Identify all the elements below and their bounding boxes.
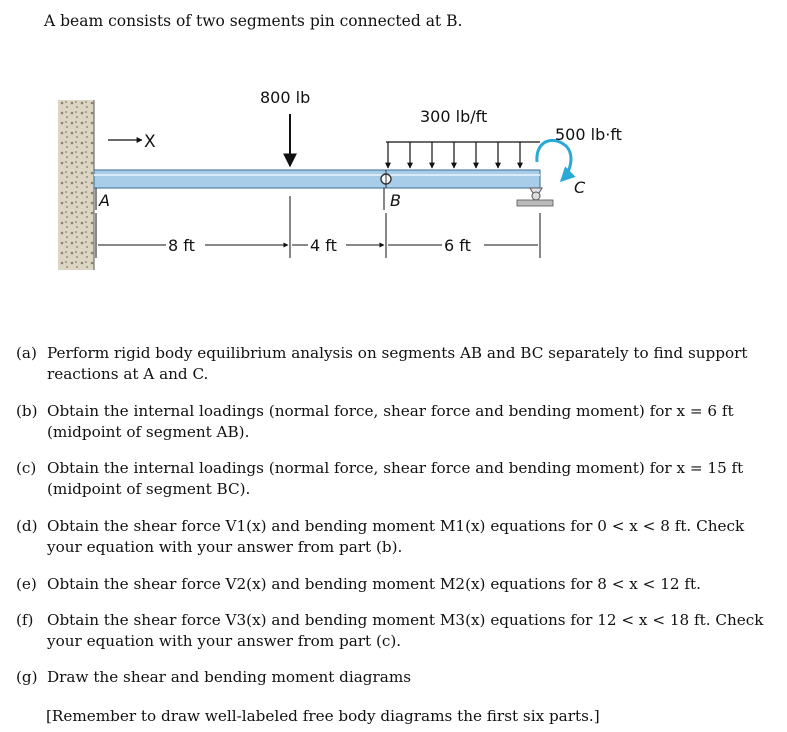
dim-6ft: 6 ft	[444, 236, 471, 255]
dim-8ft: 8 ft	[168, 236, 195, 255]
question-a: (a) Perform rigid body equilibrium analysis on segments AB and BC separately to find support reactions at A and C.	[16, 344, 748, 383]
beam-figure	[0, 0, 787, 300]
question-g: (g) Draw the shear and bending moment diagrams	[16, 668, 412, 686]
question-c: (c) Obtain the internal loadings (normal force, shear force and bending moment) for x = 15 ft (midpoint of segment BC).	[16, 459, 744, 498]
label-b: B	[390, 191, 401, 210]
question-b: (b) Obtain the internal loadings (normal force, shear force and bending moment) for x = 6 ft (midpoint of segment AB).	[16, 402, 734, 441]
question-f: (f) Obtain the shear force V3(x) and bending moment M3(x) equations for 12 < x < 18 ft. Check your equation with your answer from part (c).	[16, 611, 764, 650]
dim-4ft: 4 ft	[310, 236, 337, 255]
beam	[94, 170, 540, 188]
reminder-note: [Remember to draw well-labeled free body diagrams the first six parts.]	[46, 707, 600, 725]
fixed-wall	[58, 100, 94, 270]
distributed-load-arrows	[388, 142, 520, 168]
moment-arrow	[537, 140, 571, 180]
x-axis-label: X	[144, 132, 156, 152]
distributed-load-label: 300 lb/ft	[420, 107, 488, 126]
label-a: A	[99, 191, 110, 210]
question-e: (e) Obtain the shear force V2(x) and bending moment M2(x) equations for 8 < x < 12 ft.	[16, 575, 701, 593]
point-load-label: 800 lb	[260, 88, 311, 107]
label-c: C	[574, 178, 586, 197]
moment-label: 500 lb·ft	[555, 125, 622, 144]
problem-intro: A beam consists of two segments pin connected at B.	[44, 12, 463, 30]
question-d: (d) Obtain the shear force V1(x) and bending moment M1(x) equations for 0 < x < 8 ft. Check your equation with your answer from part (b).	[16, 517, 745, 556]
roller-support-c	[517, 188, 553, 206]
